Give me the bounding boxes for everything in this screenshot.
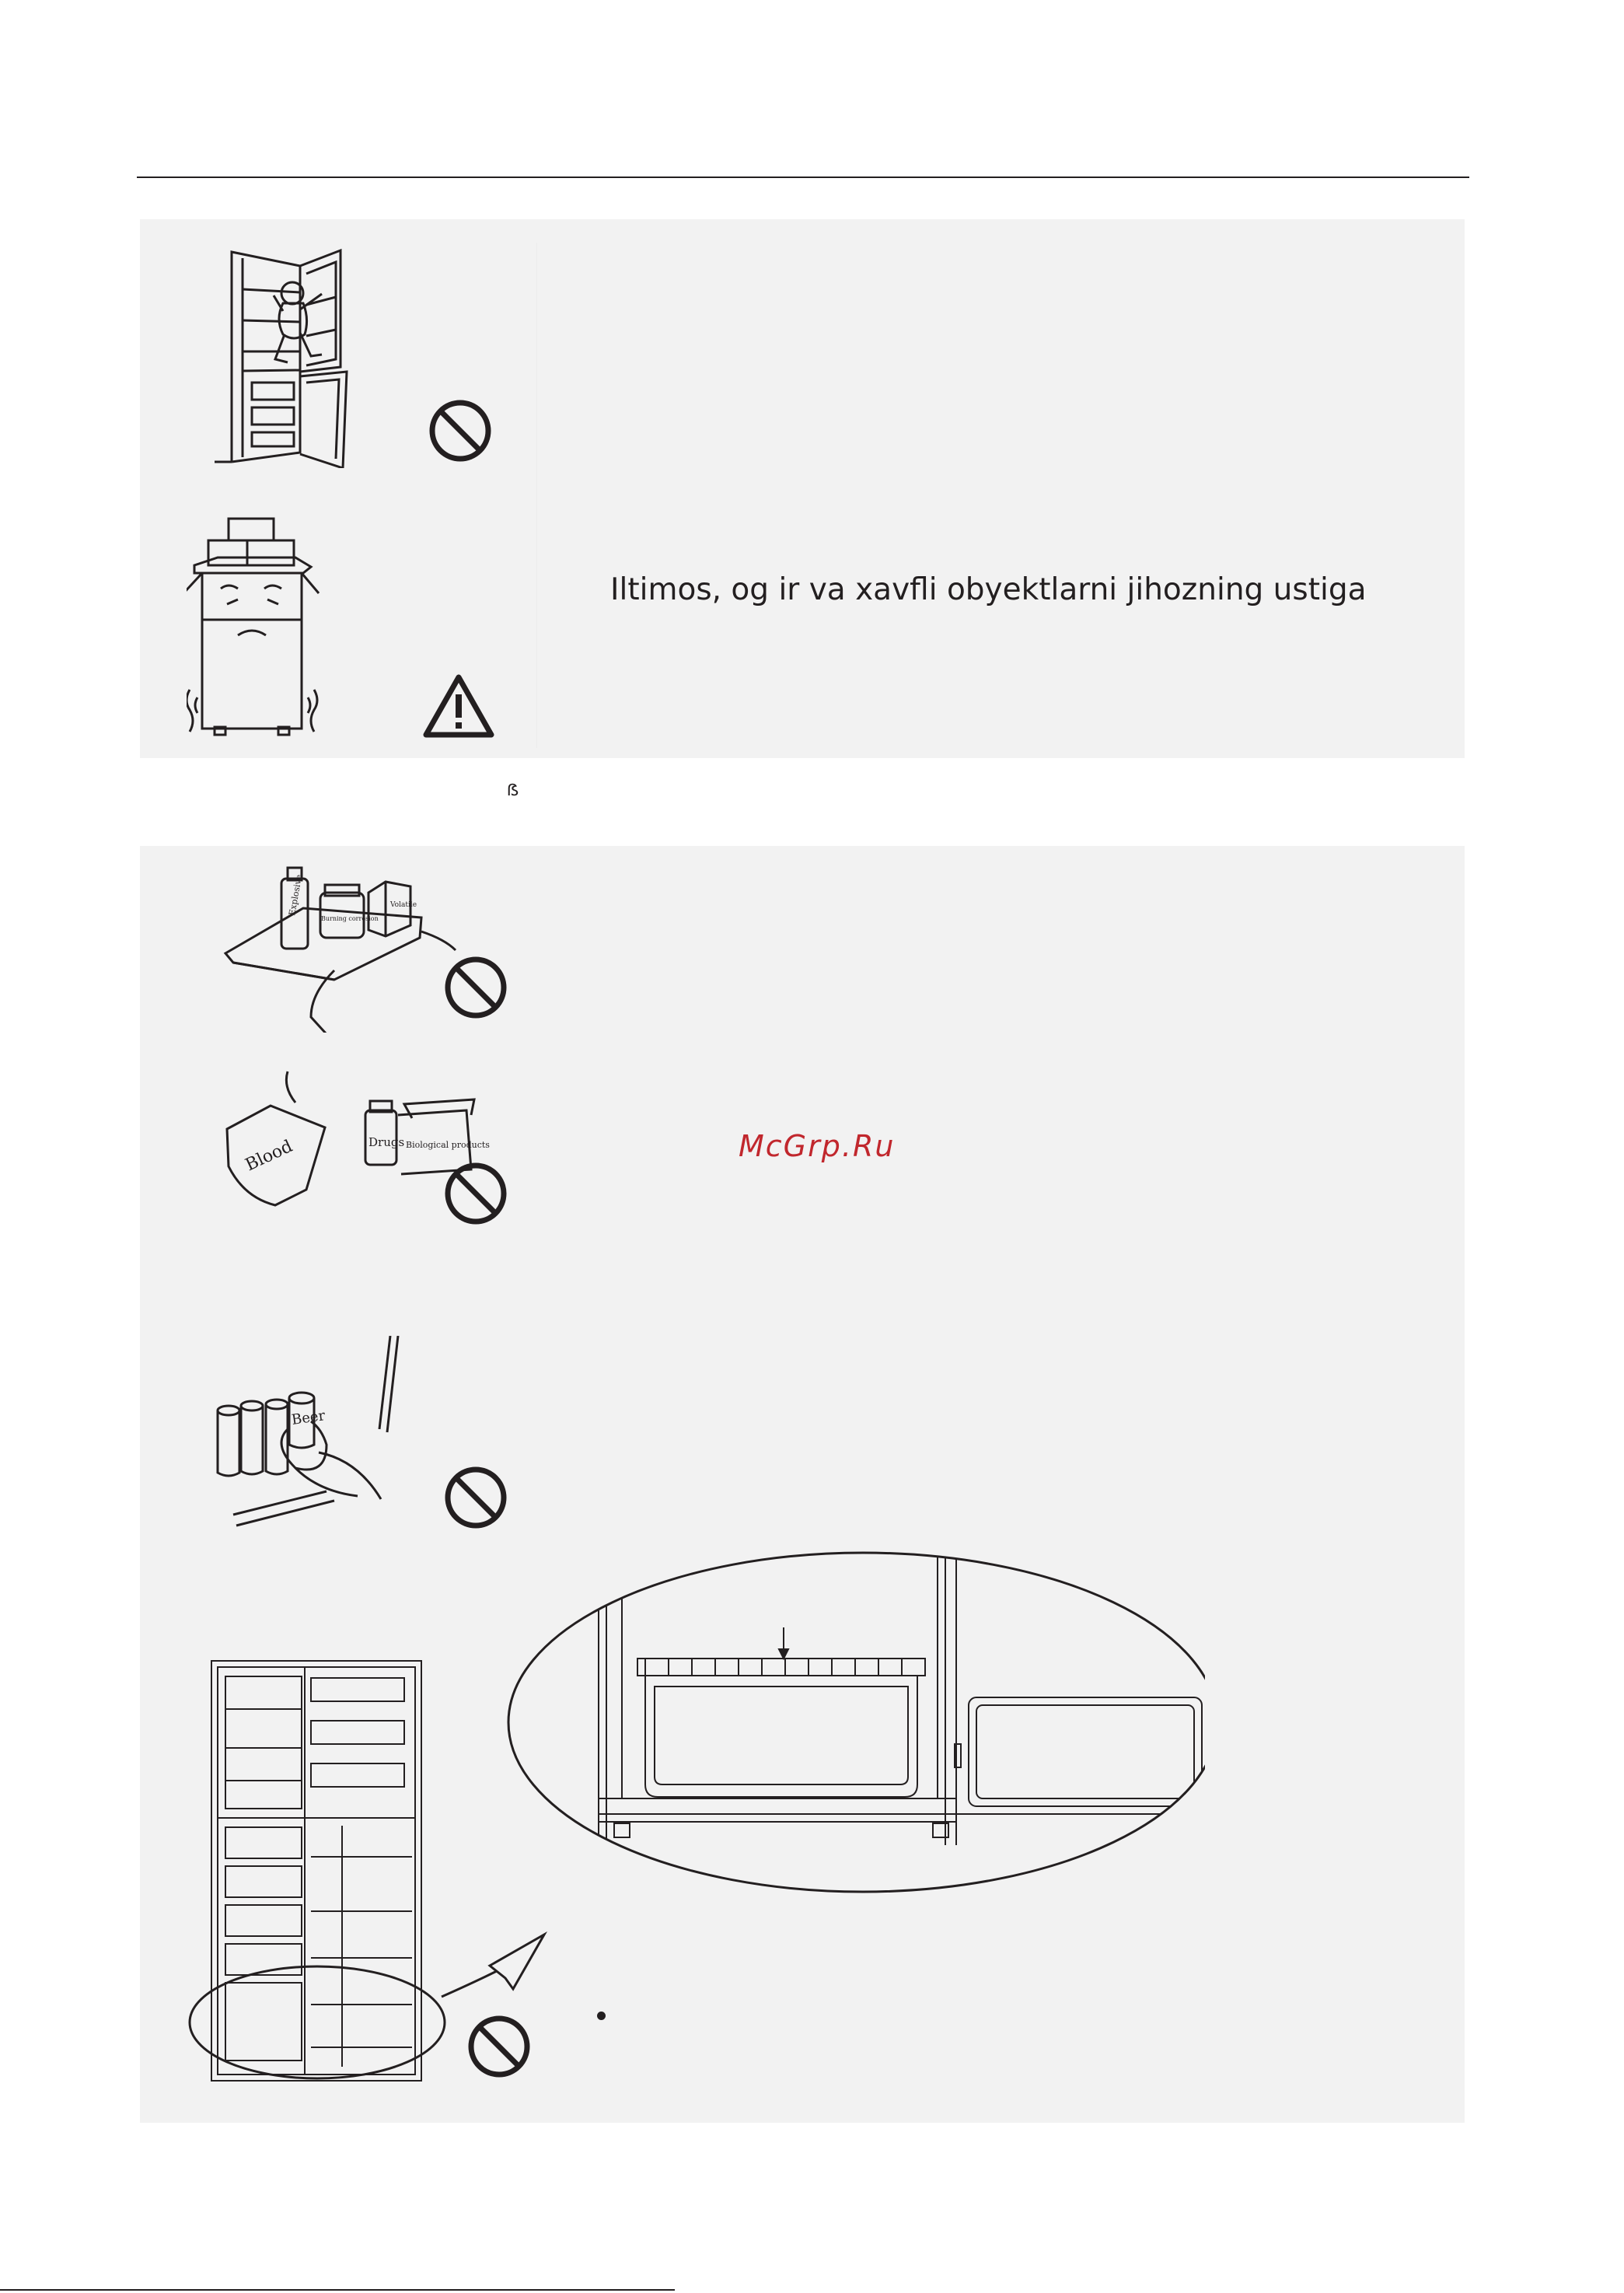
warning-panel-top <box>140 219 1465 758</box>
prohibited-icon <box>466 2014 532 2079</box>
prohibited-icon <box>443 1161 508 1226</box>
warning-triangle-icon <box>421 673 496 739</box>
bottle-label: Explosive <box>287 873 305 917</box>
cans-in-freezer-illustration <box>202 1336 482 1530</box>
page-mark: ẞ <box>507 781 519 799</box>
warning-panel-bottom <box>140 846 1465 2123</box>
top-rule <box>137 177 1469 178</box>
bullet-point <box>597 2012 606 2020</box>
beer-label: Beer <box>290 1407 327 1428</box>
hazardous-items-shelf-illustration <box>218 862 575 1033</box>
blood-label: Blood <box>242 1136 296 1176</box>
bottom-rule <box>0 2289 675 2291</box>
prohibited-icon <box>443 955 508 1020</box>
panel-divider <box>536 243 537 748</box>
prohibited-icon <box>443 1465 508 1530</box>
drugs-label: Drugs <box>368 1135 405 1149</box>
watermark: McGrp.Ru <box>739 1129 896 1163</box>
prohibited-icon <box>428 398 493 463</box>
blood-drugs-illustration <box>218 1064 575 1219</box>
jar-label: Burning corrosion <box>321 915 379 922</box>
box-label: Volatile <box>390 901 417 909</box>
zoomed-detail-illustration <box>505 1550 1205 1915</box>
bio-label: Biological products <box>406 1140 490 1150</box>
warning-text: Iltimos, og ir va xavfli obyektlarni jihozning ustiga <box>610 572 1367 607</box>
